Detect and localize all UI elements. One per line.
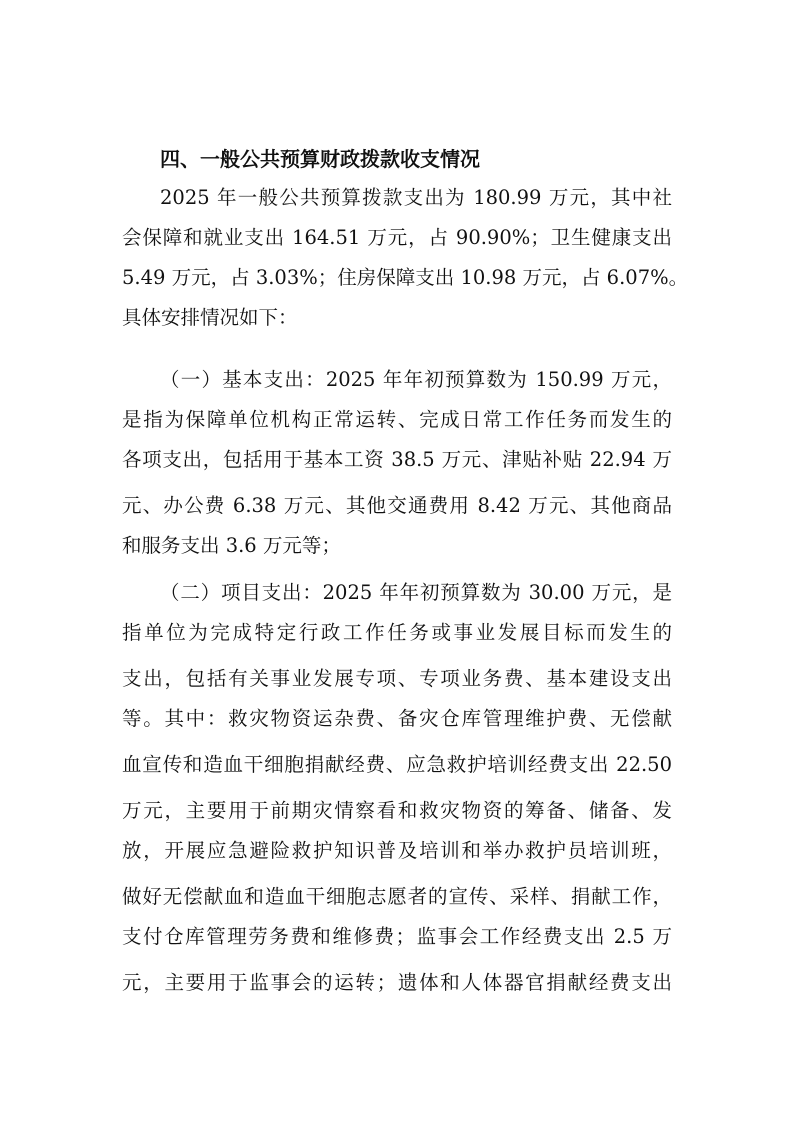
paragraph-line: 指单位为完成特定行政工作任务或事业发展目标而发生的 [122,621,672,644]
paragraph-line: 放，开展应急避险救护知识普及培训和举办救护员培训班， [122,839,672,862]
paragraph-line: 血宣传和造血干细胞捐献经费、应急救护培训经费支出 22.50 [122,753,672,776]
paragraph-line: 万元，主要用于前期灾情察看和救灾物资的筹备、储备、发 [122,799,672,822]
paragraph-line: 等。其中：救灾物资运杂费、备灾仓库管理维护费、无偿献 [122,707,672,730]
paragraph-line: 是指为保障单位机构正常运转、完成日常工作任务而发生的 [122,408,672,431]
paragraph-line: （一）基本支出：2025 年年初预算数为 150.99 万元， [160,368,672,391]
paragraph-line: 支付仓库管理劳务费和维修费；监事会工作经费支出 2.5 万 [122,925,672,948]
paragraph-line: 会保障和就业支出 164.51 万元，占 90.90%；卫生健康支出 [122,226,672,249]
paragraph-line: 做好无偿献血和造血干细胞志愿者的宣传、采样、捐献工作， [122,885,672,908]
paragraph-line: （二）项目支出：2025 年年初预算数为 30.00 万元，是 [160,581,672,604]
paragraph-line: 元、办公费 6.38 万元、其他交通费用 8.42 万元、其他商品 [122,494,672,517]
paragraph-line: 5.49 万元，占 3.03%；住房保障支出 10.98 万元，占 6.07%。 [122,266,689,289]
paragraph-line: 元，主要用于监事会的运转；遗体和人体器官捐献经费支出 [122,971,672,994]
section-heading: 四、一般公共预算财政拨款收支情况 [160,147,480,171]
paragraph-line: 2025 年一般公共预算拨款支出为 180.99 万元，其中社 [160,186,672,209]
paragraph-line: 具体安排情况如下： [122,306,298,329]
paragraph-line: 各项支出，包括用于基本工资 38.5 万元、津贴补贴 22.94 万 [122,448,672,471]
paragraph-line: 支出，包括有关事业发展专项、专项业务费、基本建设支出 [122,667,672,690]
paragraph-line: 和服务支出 3.6 万元等； [122,534,341,557]
